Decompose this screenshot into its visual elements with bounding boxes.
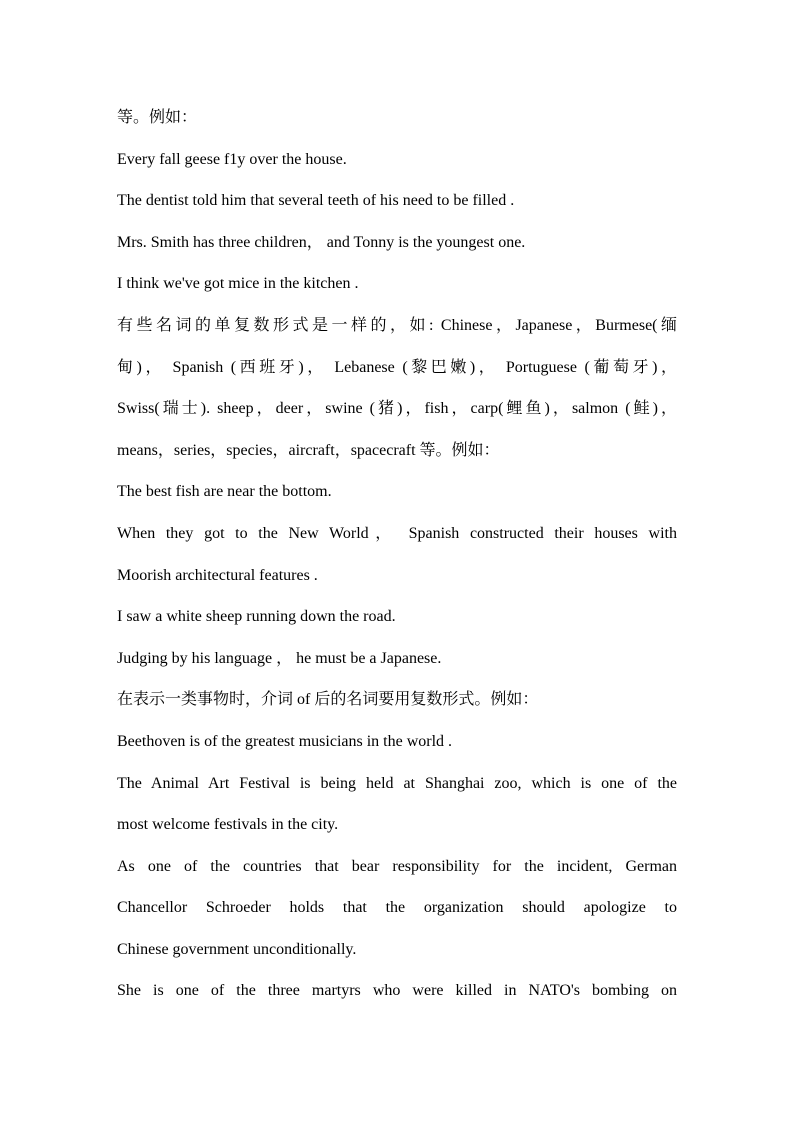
- text-line: Swiss(瑞士). sheep，deer，swine (猪)，fish，carp(鲤鱼)，salmon (鲑)，: [117, 400, 677, 418]
- text-line: I think we've got mice in the kitchen .: [117, 275, 359, 293]
- text-line: 甸)， Spanish (西班牙)， Lebanese (黎巴嫩)， Portuguese (葡萄牙)，: [117, 358, 677, 376]
- text-line: 在表示一类事物时，介词 of 后的名词要用复数形式。例如：: [117, 691, 539, 709]
- text-line: I saw a white sheep running down the road.: [117, 608, 396, 626]
- text-line: The dentist told him that several teeth of his need to be filled .: [117, 192, 515, 210]
- text-line: Chinese government unconditionally.: [117, 940, 357, 958]
- text-line: Every fall geese f1y over the house.: [117, 150, 347, 168]
- text-line: most welcome festivals in the city.: [117, 816, 339, 834]
- text-line: Beethoven is of the greatest musicians in the world .: [117, 732, 453, 750]
- text-line: When they got to the New World， Spanish constructed their houses with: [117, 524, 677, 542]
- text-line: Mrs. Smith has three children， and Tonny is the youngest one.: [117, 233, 526, 251]
- text-line: She is one of the three martyrs who were killed in NATO's bombing on: [117, 982, 677, 1000]
- document-body: [117, 101, 677, 1016]
- text-line: As one of the countries that bear responsibility for the incident, German: [117, 857, 677, 875]
- text-line: Chancellor Schroeder holds that the organization should apologize to: [117, 899, 677, 917]
- text-line: 等。例如：: [117, 109, 198, 126]
- text-line: means，series，species，aircraft，spacecraft 等。例如：: [117, 441, 500, 459]
- text-line: The Animal Art Festival is being held at Shanghai zoo, which is one of the: [117, 774, 677, 792]
- text-line: Judging by his language ， he must be a Japanese.: [117, 649, 442, 667]
- text-line: 有些名词的单复数形式是一样的，如: Chinese，Japanese，Burmese(缅: [117, 316, 677, 334]
- text-line: The best fish are near the bottom.: [117, 483, 332, 501]
- text-line: Moorish architectural features .: [117, 566, 318, 584]
